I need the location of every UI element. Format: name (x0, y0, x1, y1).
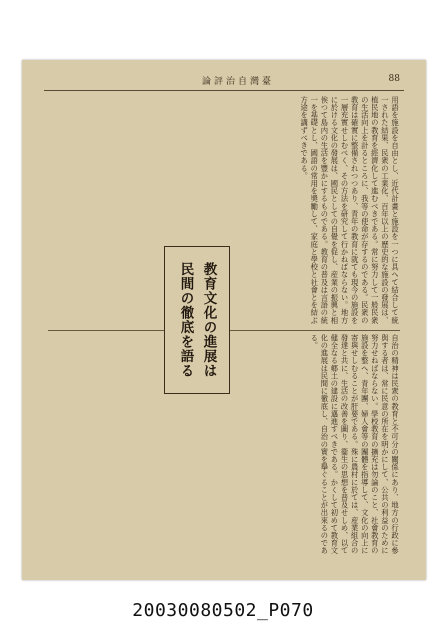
article-body-lower: 自治の精神は民衆の教育と不可分の關係にあり、地方の行政に參與する者は、常に民意の所在を明かにして、公共の利益のために努力せねばならない。學校教育の擴充は勿論のこと、社會教育の施設を整へ、青年團、婦人會等の團體を指導して、文化の向上に寄與せしむることが肝要である。殊に農村に於ては、産業組合の發達と共に、生活の改善を圖り、衞生の思想を普及せしめ、以て健全なる郷土の建設に邁進すべきである。かくして初めて教育文化の進展は民間に徹底し、自治の實を擧ぐることが出來るのである。 (310, 334, 400, 555)
article-body-upper: 用語を施設を自由とし、近代計畫と施設を一つに具へて結合して統一された結果、民衆の工業化、百年以上の歷史的な施設の發展は、植民地の教育を經濟化して進むべきである。常に努力して一般民衆の生活向上を計るところに、我等の使命が存するのである。民衆の教育は確實に整備されつつあり、青年の教育に就ても現今の施設を一層充實せしむべく、その方法を研究して行かねばならない。地方に於ける文化の發展は、國民としての自覺を促し、産業の振興と相俟つて島内の生活を豐かにするものである。教育の普及は言語の統一を基礎とし、國語の常用を奬勵して、家庭と學校と社會とを結ぶ方途を講ずべきである。 (300, 96, 400, 324)
header-rule (44, 90, 404, 91)
document-page (22, 60, 426, 580)
article-title-line-2: 民間の徹底を語る (177, 262, 194, 378)
page-number: 88 (388, 74, 400, 84)
running-head: 論評治自灣臺 (202, 77, 275, 87)
image-caption: 20030080502_P070 (132, 600, 314, 621)
article-title-box (164, 246, 230, 394)
article-title-line-1: 教育文化の進展は (200, 262, 217, 378)
